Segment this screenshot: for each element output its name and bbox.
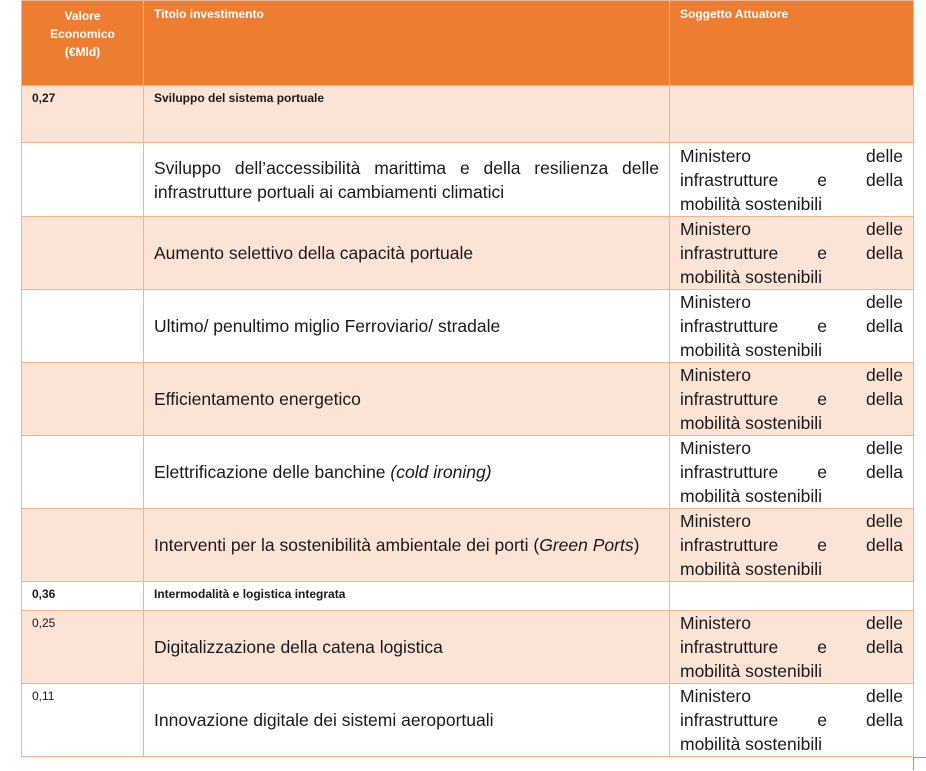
value-cell [22, 217, 144, 290]
header-value-line: Economico [50, 27, 115, 41]
agent-word: della [866, 243, 903, 263]
agent-word: infrastrutture [680, 169, 779, 190]
agent-word: della [866, 316, 903, 336]
agent-word: mobilità sostenibili [680, 486, 823, 506]
title-text: Interventi per la sostenibilità ambientale dei porti ( [154, 535, 540, 555]
agent-line [680, 635, 903, 659]
title-suffix-text: ) [633, 535, 640, 555]
table-row [22, 217, 914, 290]
title-italic-text: Green Ports [539, 535, 634, 555]
title-cell [144, 611, 670, 684]
agent-word: mobilità sostenibili [680, 193, 823, 214]
table-row [22, 143, 914, 217]
value-cell [22, 290, 144, 363]
value-cell [22, 436, 144, 509]
agent-word: Ministero [680, 292, 751, 312]
title-cell: Intermodalità e logistica integrata [144, 582, 670, 611]
agent-word: della [866, 389, 903, 409]
title-text: Efficientamento energetico [154, 389, 361, 409]
agent-line [680, 168, 903, 192]
agent-word: delle [866, 686, 903, 706]
agent-word: e [817, 462, 827, 482]
agent-word: mobilità sostenibili [680, 734, 823, 754]
title-text: Ultimo/ penultimo miglio Ferroviario/ stradale [154, 316, 501, 336]
agent-word: infrastrutture [680, 535, 779, 555]
agent-word: delle [866, 511, 903, 531]
agent-word: e [817, 316, 827, 336]
value-cell [22, 509, 144, 582]
header-agent: Soggetto Attuatore [670, 1, 914, 86]
agent-line [680, 387, 903, 411]
title-text: Innovazione digitale dei sistemi aeroportuali [154, 710, 494, 730]
agent-line [680, 144, 903, 168]
agent-word: mobilità sostenibili [680, 267, 823, 287]
title-cell [144, 290, 670, 363]
agent-word: della [866, 710, 903, 730]
table-row [22, 611, 914, 684]
title-cell [144, 363, 670, 436]
agent-word: e [817, 710, 827, 730]
agent-cell [670, 290, 914, 363]
agent-word: e [817, 169, 827, 190]
value-cell: 0,27 [22, 86, 144, 143]
agent-word: Ministero [680, 511, 751, 531]
table-row [22, 436, 914, 509]
agent-word: delle [866, 438, 903, 458]
agent-word: Ministero [680, 219, 751, 239]
table-row [22, 290, 914, 363]
agent-line [680, 484, 903, 508]
header-value-line: (€Mld) [64, 45, 101, 59]
agent-word: della [866, 535, 903, 555]
agent-word: Ministero [680, 613, 751, 633]
agent-word: Ministero [680, 145, 751, 166]
section-row [22, 86, 914, 143]
agent-cell [670, 509, 914, 582]
title-cell [144, 217, 670, 290]
agent-word: e [817, 243, 827, 263]
agent-word: della [866, 169, 903, 190]
title-text: Elettrificazione delle banchine [154, 462, 391, 482]
agent-line [680, 338, 903, 362]
agent-line [680, 314, 903, 338]
agent-word: infrastrutture [680, 389, 779, 409]
agent-word: delle [866, 219, 903, 239]
agent-word: delle [866, 292, 903, 312]
title-cell [144, 436, 670, 509]
agent-cell [670, 611, 914, 684]
agent-word: delle [866, 613, 903, 633]
agent-line [680, 659, 903, 683]
agent-line [680, 411, 903, 435]
agent-word: infrastrutture [680, 462, 779, 482]
agent-cell [670, 363, 914, 436]
agent-line [680, 708, 903, 732]
value-cell: 0,11 [22, 684, 144, 757]
agent-line [680, 533, 903, 557]
value-cell: 0,25 [22, 611, 144, 684]
agent-word: infrastrutture [680, 710, 779, 730]
header-value [22, 1, 144, 86]
title-text: Sviluppo dell’accessibilità marittima e della resilienza delle infrastrutture portuali ai cambiamenti climatici [154, 157, 659, 202]
agent-cell [670, 436, 914, 509]
page-corner-mark [913, 757, 926, 770]
agent-word: Ministero [680, 686, 751, 706]
agent-word: e [817, 535, 827, 555]
agent-line [680, 557, 903, 581]
agent-line [680, 460, 903, 484]
agent-line [680, 265, 903, 289]
agent-word: mobilità sostenibili [680, 661, 823, 681]
value-cell: 0,36 [22, 582, 144, 611]
table-row [22, 363, 914, 436]
agent-line [680, 192, 903, 216]
agent-word: mobilità sostenibili [680, 413, 823, 433]
agent-cell [670, 86, 914, 143]
agent-line [680, 436, 903, 460]
title-cell [144, 684, 670, 757]
agent-word: delle [866, 145, 903, 166]
title-cell [144, 143, 670, 217]
agent-cell [670, 143, 914, 217]
agent-cell [670, 684, 914, 757]
agent-word: della [866, 462, 903, 482]
agent-cell [670, 582, 914, 611]
table-row [22, 509, 914, 582]
agent-line [680, 611, 903, 635]
title-cell [144, 509, 670, 582]
section-row [22, 582, 914, 611]
table-header-row [22, 1, 914, 86]
title-text: Aumento selettivo della capacità portuale [154, 243, 474, 263]
agent-line [680, 363, 903, 387]
agent-word: Ministero [680, 365, 751, 385]
agent-word: mobilità sostenibili [680, 559, 823, 579]
agent-word: infrastrutture [680, 243, 779, 263]
agent-word: e [817, 389, 827, 409]
agent-word: mobilità sostenibili [680, 340, 823, 360]
agent-cell [670, 217, 914, 290]
agent-word: e [817, 637, 827, 657]
title-text: Digitalizzazione della catena logistica [154, 637, 443, 657]
table-body [22, 86, 914, 757]
agent-word: infrastrutture [680, 637, 779, 657]
value-cell [22, 143, 144, 217]
agent-word: della [866, 637, 903, 657]
agent-line [680, 509, 903, 533]
agent-line [680, 684, 903, 708]
agent-word: Ministero [680, 438, 751, 458]
agent-line [680, 241, 903, 265]
agent-word: infrastrutture [680, 316, 779, 336]
investment-table [21, 0, 914, 757]
agent-line [680, 217, 903, 241]
header-title: Titolo investimento [144, 1, 670, 86]
value-cell [22, 363, 144, 436]
header-value-line: Valore [64, 9, 101, 23]
agent-line [680, 732, 903, 756]
table-row [22, 684, 914, 757]
agent-line [680, 290, 903, 314]
title-italic-text: (cold ironing) [390, 462, 492, 482]
agent-word: delle [866, 365, 903, 385]
title-cell: Sviluppo del sistema portuale [144, 86, 670, 143]
